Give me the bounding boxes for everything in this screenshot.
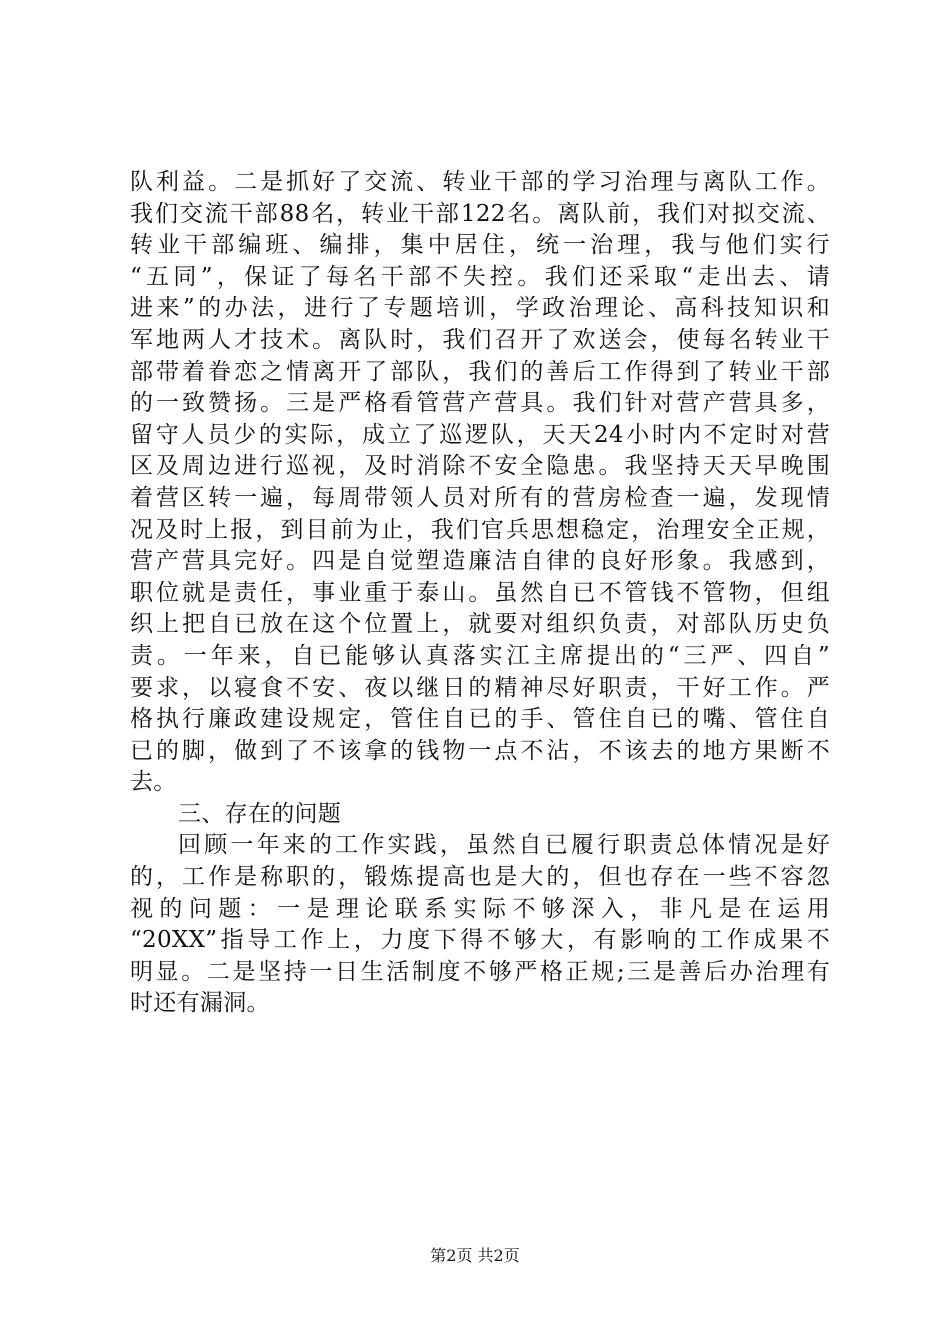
- document-body: [130, 167, 830, 1020]
- text-line: 明显。二是坚持一日生活制度不够严格正规;三是善后办治理有: [130, 958, 830, 985]
- text-line: 视的问题：一是理论联系实际不够深入，非凡是在运用: [130, 895, 830, 922]
- text-line: 队利益。二是抓好了交流、转业干部的学习治理与离队工作。: [130, 169, 830, 195]
- text-line: 转业干部编班、编排，集中居住，统一治理，我与他们实行: [130, 232, 830, 259]
- section-heading: 三、存在的问题: [178, 800, 342, 827]
- text-line: 格执行廉政建设规定，管住自已的手、管住自已的嘴、管住自: [130, 706, 830, 733]
- text-line: 进来”的办法，进行了专题培训，学政治理论、高科技知识和: [130, 295, 830, 322]
- text-line: 职位就是责任，事业重于泰山。虽然自已不管钱不管物，但组: [130, 579, 830, 606]
- text-line: 织上把自已放在这个位置上，就要对组织负责，对部队历史负: [130, 611, 830, 638]
- text-line: 区及周边进行巡视，及时消除不安全隐患。我坚持天天早晚围: [130, 453, 830, 480]
- text-line: 部带着眷恋之情离开了部队，我们的善后工作得到了转业干部: [130, 358, 830, 385]
- text-line: 已的脚，做到了不该拿的钱物一点不沾，不该去的地方果断不: [130, 737, 830, 764]
- text-line: “20XX”指导工作上，力度下得不够大，有影响的工作成果不: [130, 927, 830, 954]
- page-footer: 第2页 共2页: [430, 1246, 520, 1265]
- paragraph-end-line: 时还有漏洞。: [130, 990, 270, 1017]
- text-line: 着营区转一遍，每周带领人员对所有的营房检查一遍，发现情: [130, 484, 830, 511]
- paragraph-end-line: 去。: [130, 769, 177, 796]
- text-line: 况及时上报，到目前为止，我们官兵思想稳定，治理安全正规，: [130, 516, 830, 543]
- text-line: “五同”，保证了每名干部不失控。我们还采取“走出去、请: [130, 263, 830, 290]
- text-line: 留守人员少的实际，成立了巡逻队，天天24小时内不定时对营: [130, 421, 830, 448]
- paragraph-first-line: 回顾一年来的工作实践，虽然自已履行职责总体情况是好: [178, 832, 830, 859]
- text-line: 营产营具完好。四是自觉塑造廉洁自律的良好形象。我感到，: [130, 548, 830, 575]
- text-line: 我们交流干部88名，转业干部122名。离队前，我们对拟交流、: [130, 200, 830, 227]
- text-line: 责。一年来，自已能够认真落实江主席提出的“三严、四自”: [130, 642, 830, 669]
- text-line: 要求，以寝食不安、夜以继日的精神尽好职责，干好工作。严: [130, 674, 830, 701]
- text-line: 的一致赞扬。三是严格看管营产营具。我们针对营产营具多，: [130, 390, 830, 417]
- text-line: 军地两人才技术。离队时，我们召开了欢送会，使每名转业干: [130, 326, 830, 353]
- text-line: 的，工作是称职的，锻炼提高也是大的，但也存在一些不容忽: [130, 864, 830, 891]
